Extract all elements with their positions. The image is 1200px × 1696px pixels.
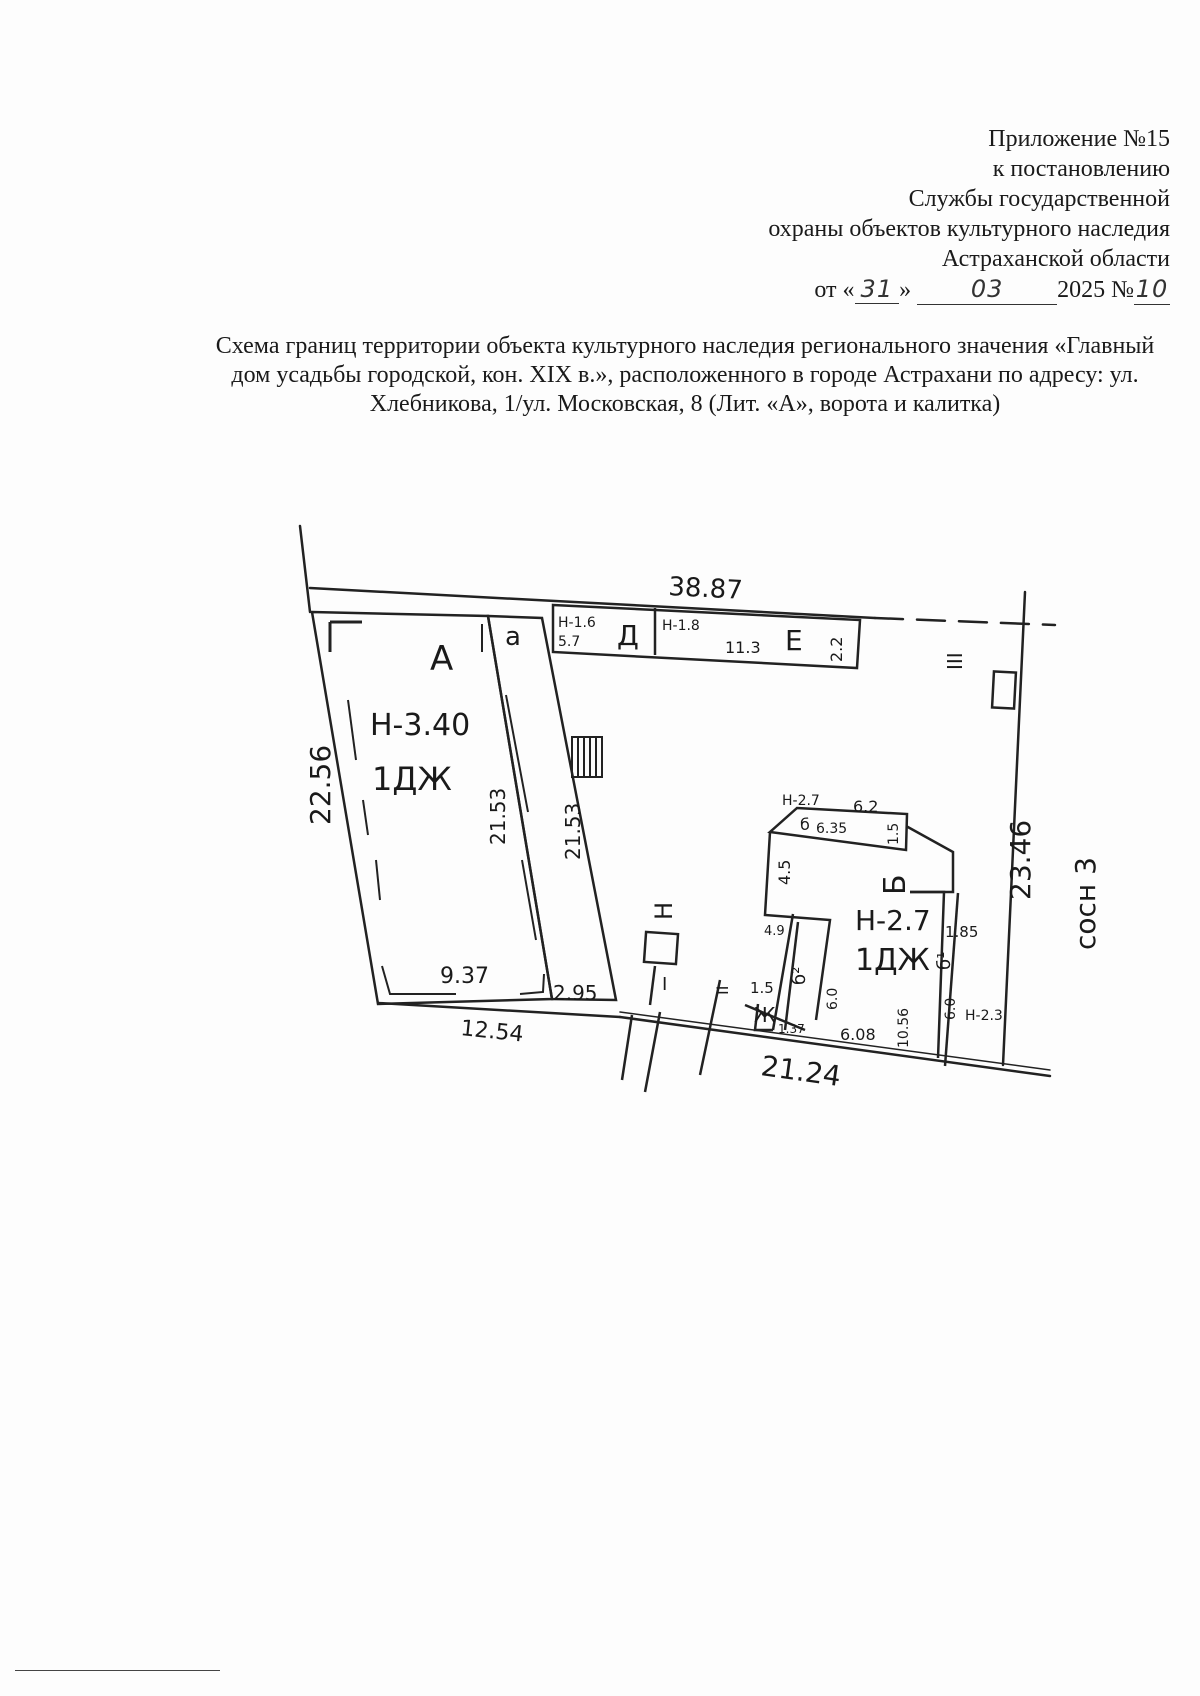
dim-bottom-left-a: 12.54 <box>459 1016 525 1048</box>
date-prefix: от « <box>814 277 855 303</box>
date-month: 03 <box>917 274 1057 305</box>
site-plan <box>0 500 1200 1160</box>
appendix-to-decree: к постановлению <box>992 156 1170 182</box>
b-dim-1056: 10.56 <box>896 1007 912 1048</box>
b-dim-bottom: 6.08 <box>840 1025 876 1044</box>
building-a-annex-letter: а <box>505 622 521 652</box>
date-day-suffix: » <box>899 277 912 303</box>
building-d-height: Н-1.6 <box>558 615 596 631</box>
building-e-letter: Е <box>785 624 803 657</box>
scheme-title: Схема границ территории объекта культурного наследия регионального значения «Главный дом усадьбы городской, кон. XIX в.», расположенного в городе Астрахани по адресу: ул. Хлебникова, 1/ул. Московская, 8 (Лит. «А», ворота и калитка) <box>215 333 1155 417</box>
zh-letter: Ж <box>754 1003 776 1027</box>
footer-rule <box>15 1670 220 1671</box>
appendix-service: Службы государственной <box>908 186 1170 212</box>
b-label-b2: б² <box>789 966 810 985</box>
date-day: 31 <box>855 275 900 304</box>
appendix-date-line <box>768 274 1170 305</box>
gate-h <box>622 932 720 1092</box>
boundary-left-ext <box>300 526 310 612</box>
label-III: III <box>943 652 967 670</box>
b-dim-6b: 6.0 <box>943 997 959 1020</box>
stairs-icon <box>572 737 602 777</box>
building-e-height: Н-1.8 <box>662 618 700 634</box>
b-dim-b2: 4.9 <box>764 924 785 939</box>
gate-h-letter: Н <box>650 901 678 920</box>
building-e-width: 2.2 <box>827 636 846 662</box>
dim-right: 23.46 <box>1004 819 1037 900</box>
dim-inner-bottom-a: 9.37 <box>440 964 489 989</box>
building-a-letter: А <box>430 639 454 679</box>
boundary-bottom-left <box>378 1003 620 1017</box>
zh-length: 1.37 <box>778 1022 805 1036</box>
dim-inner-side-a: 21.53 <box>486 787 510 845</box>
b-dim-b: 6.35 <box>816 821 848 837</box>
b-dim-185: 1.85 <box>945 923 979 941</box>
building-e-length: 11.3 <box>725 638 761 657</box>
decree-number: 10 <box>1135 275 1169 303</box>
b-dim-6a: 6.0 <box>825 987 841 1010</box>
appendix-block <box>768 124 1170 305</box>
b-type: 1ДЖ <box>855 943 930 978</box>
b-dim-h: Н-2.3 <box>965 1008 1003 1024</box>
building-d-length: 5.7 <box>558 634 581 650</box>
dim-left: 22.56 <box>304 744 337 825</box>
zh-width: 1.5 <box>750 979 774 997</box>
dim-bottom-left-b: 2.95 <box>553 981 598 1005</box>
b-dim-side: 4.5 <box>775 859 794 885</box>
dim-bottom-right: 21.24 <box>759 1049 844 1094</box>
appendix-region: Астраханской области <box>941 246 1170 272</box>
label-I: I <box>662 974 668 995</box>
date-year: 2025 № <box>1057 277 1134 303</box>
appendix-title: Приложение №15 <box>988 126 1170 152</box>
dim-inner-side-a2: 21.53 <box>561 802 585 860</box>
b-dim-top: 6.2 <box>853 797 879 816</box>
street-label: сосн 3 <box>1069 857 1102 950</box>
b-dim-right: 1.5 <box>886 822 902 845</box>
right-gate-icon <box>992 671 1016 708</box>
b-small-letter: б <box>800 815 810 834</box>
b-dim-height: Н-2.7 <box>782 793 820 809</box>
b-label-b1: б¹ <box>934 951 955 970</box>
appendix-heritage: охраны объектов культурного наследия <box>768 216 1170 242</box>
b-letter: Б <box>878 874 913 895</box>
building-a-type: 1ДЖ <box>372 760 452 798</box>
building-a-height: Н-3.40 <box>370 708 471 743</box>
boundary-top-dashed <box>875 618 1055 625</box>
dim-top: 38.87 <box>667 572 744 606</box>
building-d-letter: Д <box>617 619 639 652</box>
b-height: Н-2.7 <box>855 904 931 937</box>
label-II: II <box>713 985 732 995</box>
